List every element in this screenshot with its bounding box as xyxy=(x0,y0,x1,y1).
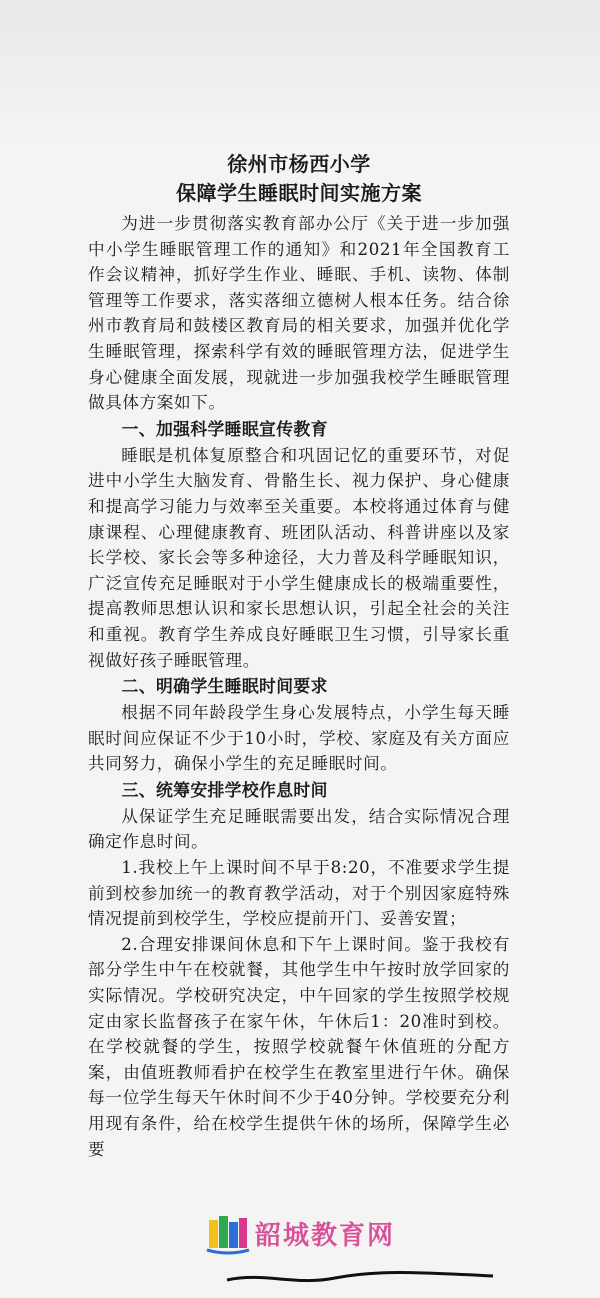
title-school: 徐州市杨西小学 xyxy=(227,152,371,176)
section-heading-2: 二、明确学生睡眠时间要求 xyxy=(121,676,328,697)
section-3-paragraph-2: 1.我校上午上课时间不早于8:20，不准要求学生提前到校参加统一的教育教学活动，对于个别因家庭特殊情况提前到校学生，学校应提前开门、妥善安置； xyxy=(88,858,510,929)
watermark-text: 韶城教育网 xyxy=(255,1220,396,1251)
section-heading-1: 一、加强科学睡眠宣传教育 xyxy=(121,418,328,439)
intro-paragraph: 为进一步贯彻落实教育部办公厅《关于进一步加强中小学生睡眠管理工作的通知》和2021年全国教育工作会议精神，抓好学生作业、睡眠、手机、读物、体制管理等工作要求，落实落细立德树人根本任务。结合徐州市教育局和鼓楼区教育局的相关要求，加强并优化学生睡眠管理，探索科学有效的睡眠管理方法，促进学生身心健康全面发展，现就进一步加强我校学生睡眠管理做具体方案如下。 xyxy=(88,214,510,413)
section-3-paragraph-3: 2.合理安排课间休息和下午上课时间。鉴于我校有部分学生中午在校就餐，其他学生中午按时放学回家的实际情况。学校研究决定，中午回家的学生按照学校规定由家长监督孩子在家午休，午休后1：20准时到校。在学校就餐的学生，按照学校就餐午休值班的分配方案，由值班教师看护在校学生在教室里进行午休。确保每一位学生每天午休时间不少于40分钟。学校要充分利用现有条件，给在校学生提供午休的场所，保障学生必要 xyxy=(88,934,510,1159)
section-1-paragraph: 睡眠是机体复原整合和巩固记忆的重要环节，对促进中小学生大脑发育、骨骼生长、视力保护、身心健康和提高学习能力与效率至关重要。本校将通过体育与健康课程、心理健康教育、班团队活动、科普讲座以及家长学校、家长会等多种途径，大力普及科学睡眠知识，广泛宣传充足睡眠对于小学生健康成长的极端重要性，提高教师思想认识和家长思想认识，引起全社会的关注和重视。教育学生养成良好睡眠卫生习惯，引导家长重视做好孩子睡眠管理。 xyxy=(88,445,510,670)
document-body xyxy=(88,150,510,1162)
section-heading-3: 三、统筹安排学校作息时间 xyxy=(121,779,328,800)
watermark-book-logo xyxy=(205,1210,251,1256)
section-3-paragraph-1: 从保证学生充足睡眠需要出发，结合实际情况合理确定作息时间。 xyxy=(88,806,510,852)
pen-scribble-mark xyxy=(225,1268,495,1298)
section-2-paragraph: 根据不同年龄段学生身心发展特点，小学生每天睡眠时间应保证不少于10小时，学校、家庭及有关方面应共同努力，确保小学生的充足睡眠时间。 xyxy=(88,703,510,774)
site-watermark xyxy=(205,1208,405,1258)
page-background xyxy=(0,0,600,150)
title-plan: 保障学生睡眠时间实施方案 xyxy=(176,181,422,205)
